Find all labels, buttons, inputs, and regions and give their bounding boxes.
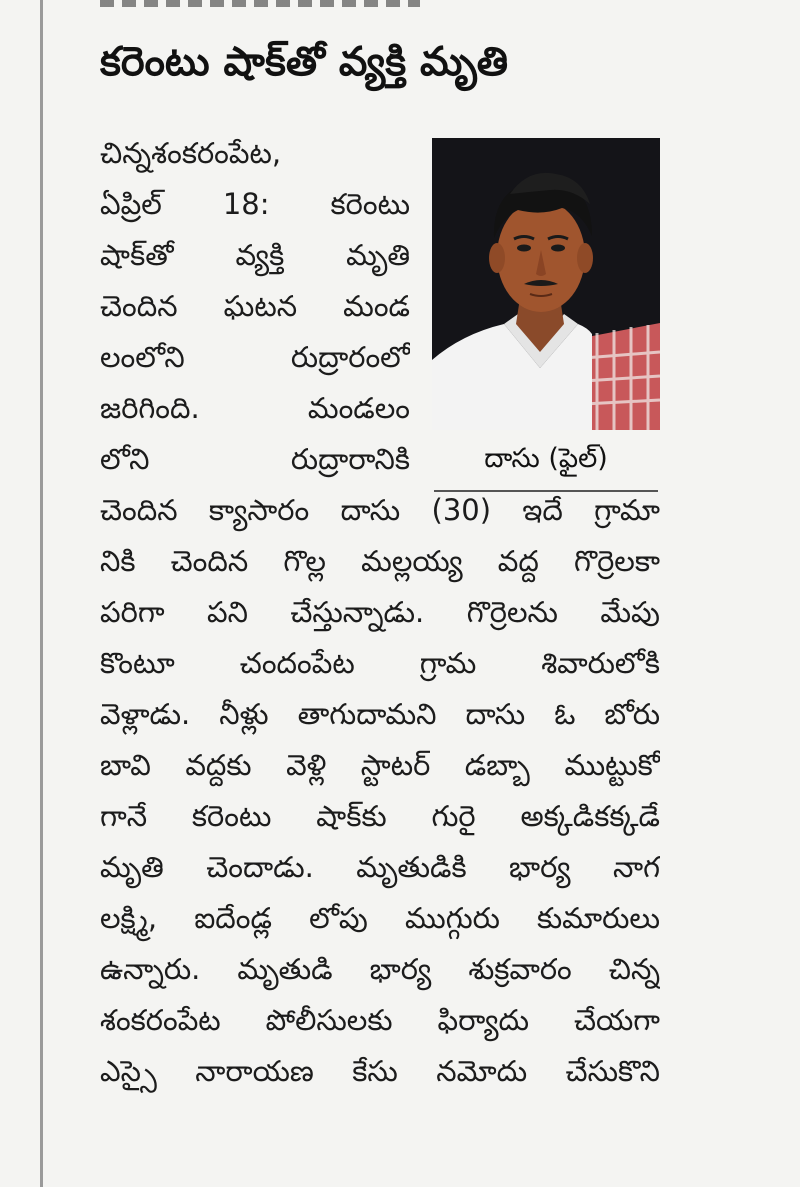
body-line: మృతి చెందాడు. మృతుడికి భార్య నాగ <box>100 850 660 884</box>
body-line: చిన్నశంకరంపేట, <box>100 136 282 170</box>
body-line: షాక్‌తో వ్యక్తి మృతి <box>100 238 410 272</box>
photo-caption: దాసు (ఫైల్‌) <box>484 443 608 474</box>
body-line: కొంటూ చందంపేట గ్రామ శివారులోకి <box>100 646 660 680</box>
body-line: లంలోని రుద్రారంలో <box>100 340 410 374</box>
body-line: జరిగింది. మండలం <box>100 391 410 425</box>
body-line: బావి వద్దకు వెళ్లి స్టాటర్‌ డబ్బా ముట్టుకో <box>100 748 660 782</box>
article-headline: కరెంటు షాక్‌తో వ్యక్తి మృతి <box>100 39 509 85</box>
body-line: చెందిన క్యాసారం దాసు (30) ఇదే గ్రామా <box>100 493 660 527</box>
body-line: ఎస్సై నారాయణ కేసు నమోదు చేసుకొని <box>100 1054 660 1088</box>
body-line: ఉన్నారు. మృతుడి భార్య శుక్రవారం చిన్న <box>100 952 660 986</box>
portrait-illustration <box>432 138 660 430</box>
column-divider <box>40 0 43 1187</box>
body-line: పరిగా పని చేస్తున్నాడు. గొర్రెలను మేపు <box>100 595 660 629</box>
body-line: లోని రుద్రారానికి <box>100 442 410 476</box>
previous-article-fragment <box>100 0 420 7</box>
body-line: వెళ్లాడు. నీళ్లు తాగుదామని దాసు ఓ బోరు <box>100 697 660 731</box>
body-line: లక్ష్మి, ఐదేండ్ల లోపు ముగ్గురు కుమారులు <box>100 901 660 935</box>
body-line: ఏప్రిల్‌ 18: కరెంటు <box>100 187 410 221</box>
body-line: శంకరంపేట పోలీసులకు ఫిర్యాదు చేయగా <box>100 1003 660 1037</box>
photo-block <box>432 138 660 493</box>
caption-underline <box>434 490 658 492</box>
body-line: నికి చెందిన గొల్ల మల్లయ్య వద్ద గొర్రెలకా <box>100 544 660 578</box>
body-line: గానే కరెంటు షాక్‌కు గురై అక్కడికక్కడే <box>100 799 660 833</box>
portrait-photo <box>432 138 660 430</box>
body-line: చెందిన ఘటన మండ <box>100 289 410 323</box>
